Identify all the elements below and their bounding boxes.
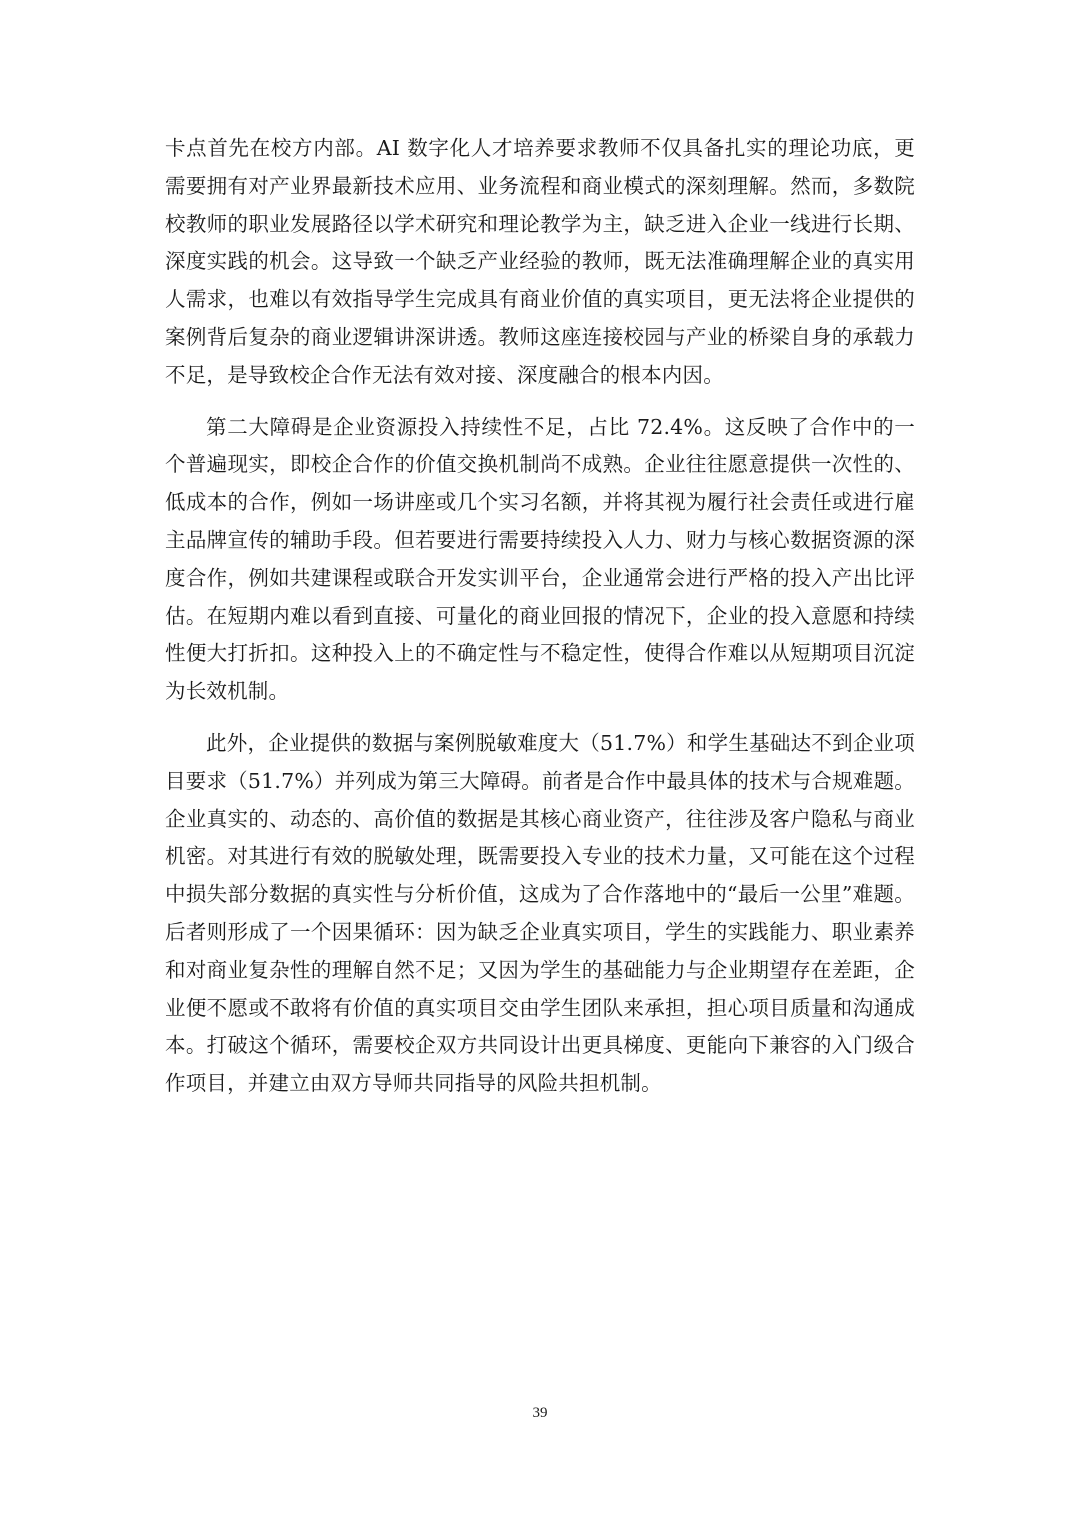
page-number: 39	[532, 1405, 548, 1421]
paragraph-third-obstacle: 此外，企业提供的数据与案例脱敏难度大（51.7%）和学生基础达不到企业项目要求（51.7%）并列成为第三大障碍。前者是合作中最具体的技术与合规难题。企业真实的、动态的、高价值的数据是其核心商业资产，往往涉及客户隐私与商业机密。对其进行有效的脱敏处理，既需要投入专业的技术力量，又可能在这个过程中损失部分数据的真实性与分析价值，这成为了合作落地中的“最后一公里”难题。后者则形成了一个因果循环：因为缺乏企业真实项目，学生的实践能力、职业素养和对商业复杂性的理解自然不足；又因为学生的基础能力与企业期望存在差距，企业便不愿或不敢将有价值的真实项目交由学生团队来承担，担心项目质量和沟通成本。打破这个循环，需要校企双方共同设计出更具梯度、更能向下兼容的入门级合作项目，并建立由双方导师共同指导的风险共担机制。	[165, 730, 915, 1096]
paragraph-second-obstacle: 第二大障碍是企业资源投入持续性不足，占比 72.4%。这反映了合作中的一个普遍现实，即校企合作的价值交换机制尚不成熟。企业往往愿意提供一次性的、低成本的合作，例如一场讲座或几个实习名额，并将其视为履行社会责任或进行雇主品牌宣传的辅助手段。但若要进行需要持续投入人力、财力与核心数据资源的深度合作，例如共建课程或联合开发实训平台，企业通常会进行严格的投入产出比评估。在短期内难以看到直接、可量化的商业回报的情况下，企业的投入意愿和持续性便大打折扣。这种投入上的不确定性与不稳定性，使得合作难以从短期项目沉淀为长效机制。	[165, 414, 915, 704]
body-text	[165, 130, 915, 1103]
paragraph-continued: 卡点首先在校方内部。AI 数字化人才培养要求教师不仅具备扎实的理论功底，更需要拥有对产业界最新技术应用、业务流程和商业模式的深刻理解。然而，多数院校教师的职业发展路径以学术研究和理论教学为主，缺乏进入企业一线进行长期、深度实践的机会。这导致一个缺乏产业经验的教师，既无法准确理解企业的真实用人需求，也难以有效指导学生完成具有商业价值的真实项目，更无法将企业提供的案例背后复杂的商业逻辑讲深讲透。教师这座连接校园与产业的桥梁自身的承载力不足，是导致校企合作无法有效对接、深度融合的根本内因。	[165, 136, 915, 387]
